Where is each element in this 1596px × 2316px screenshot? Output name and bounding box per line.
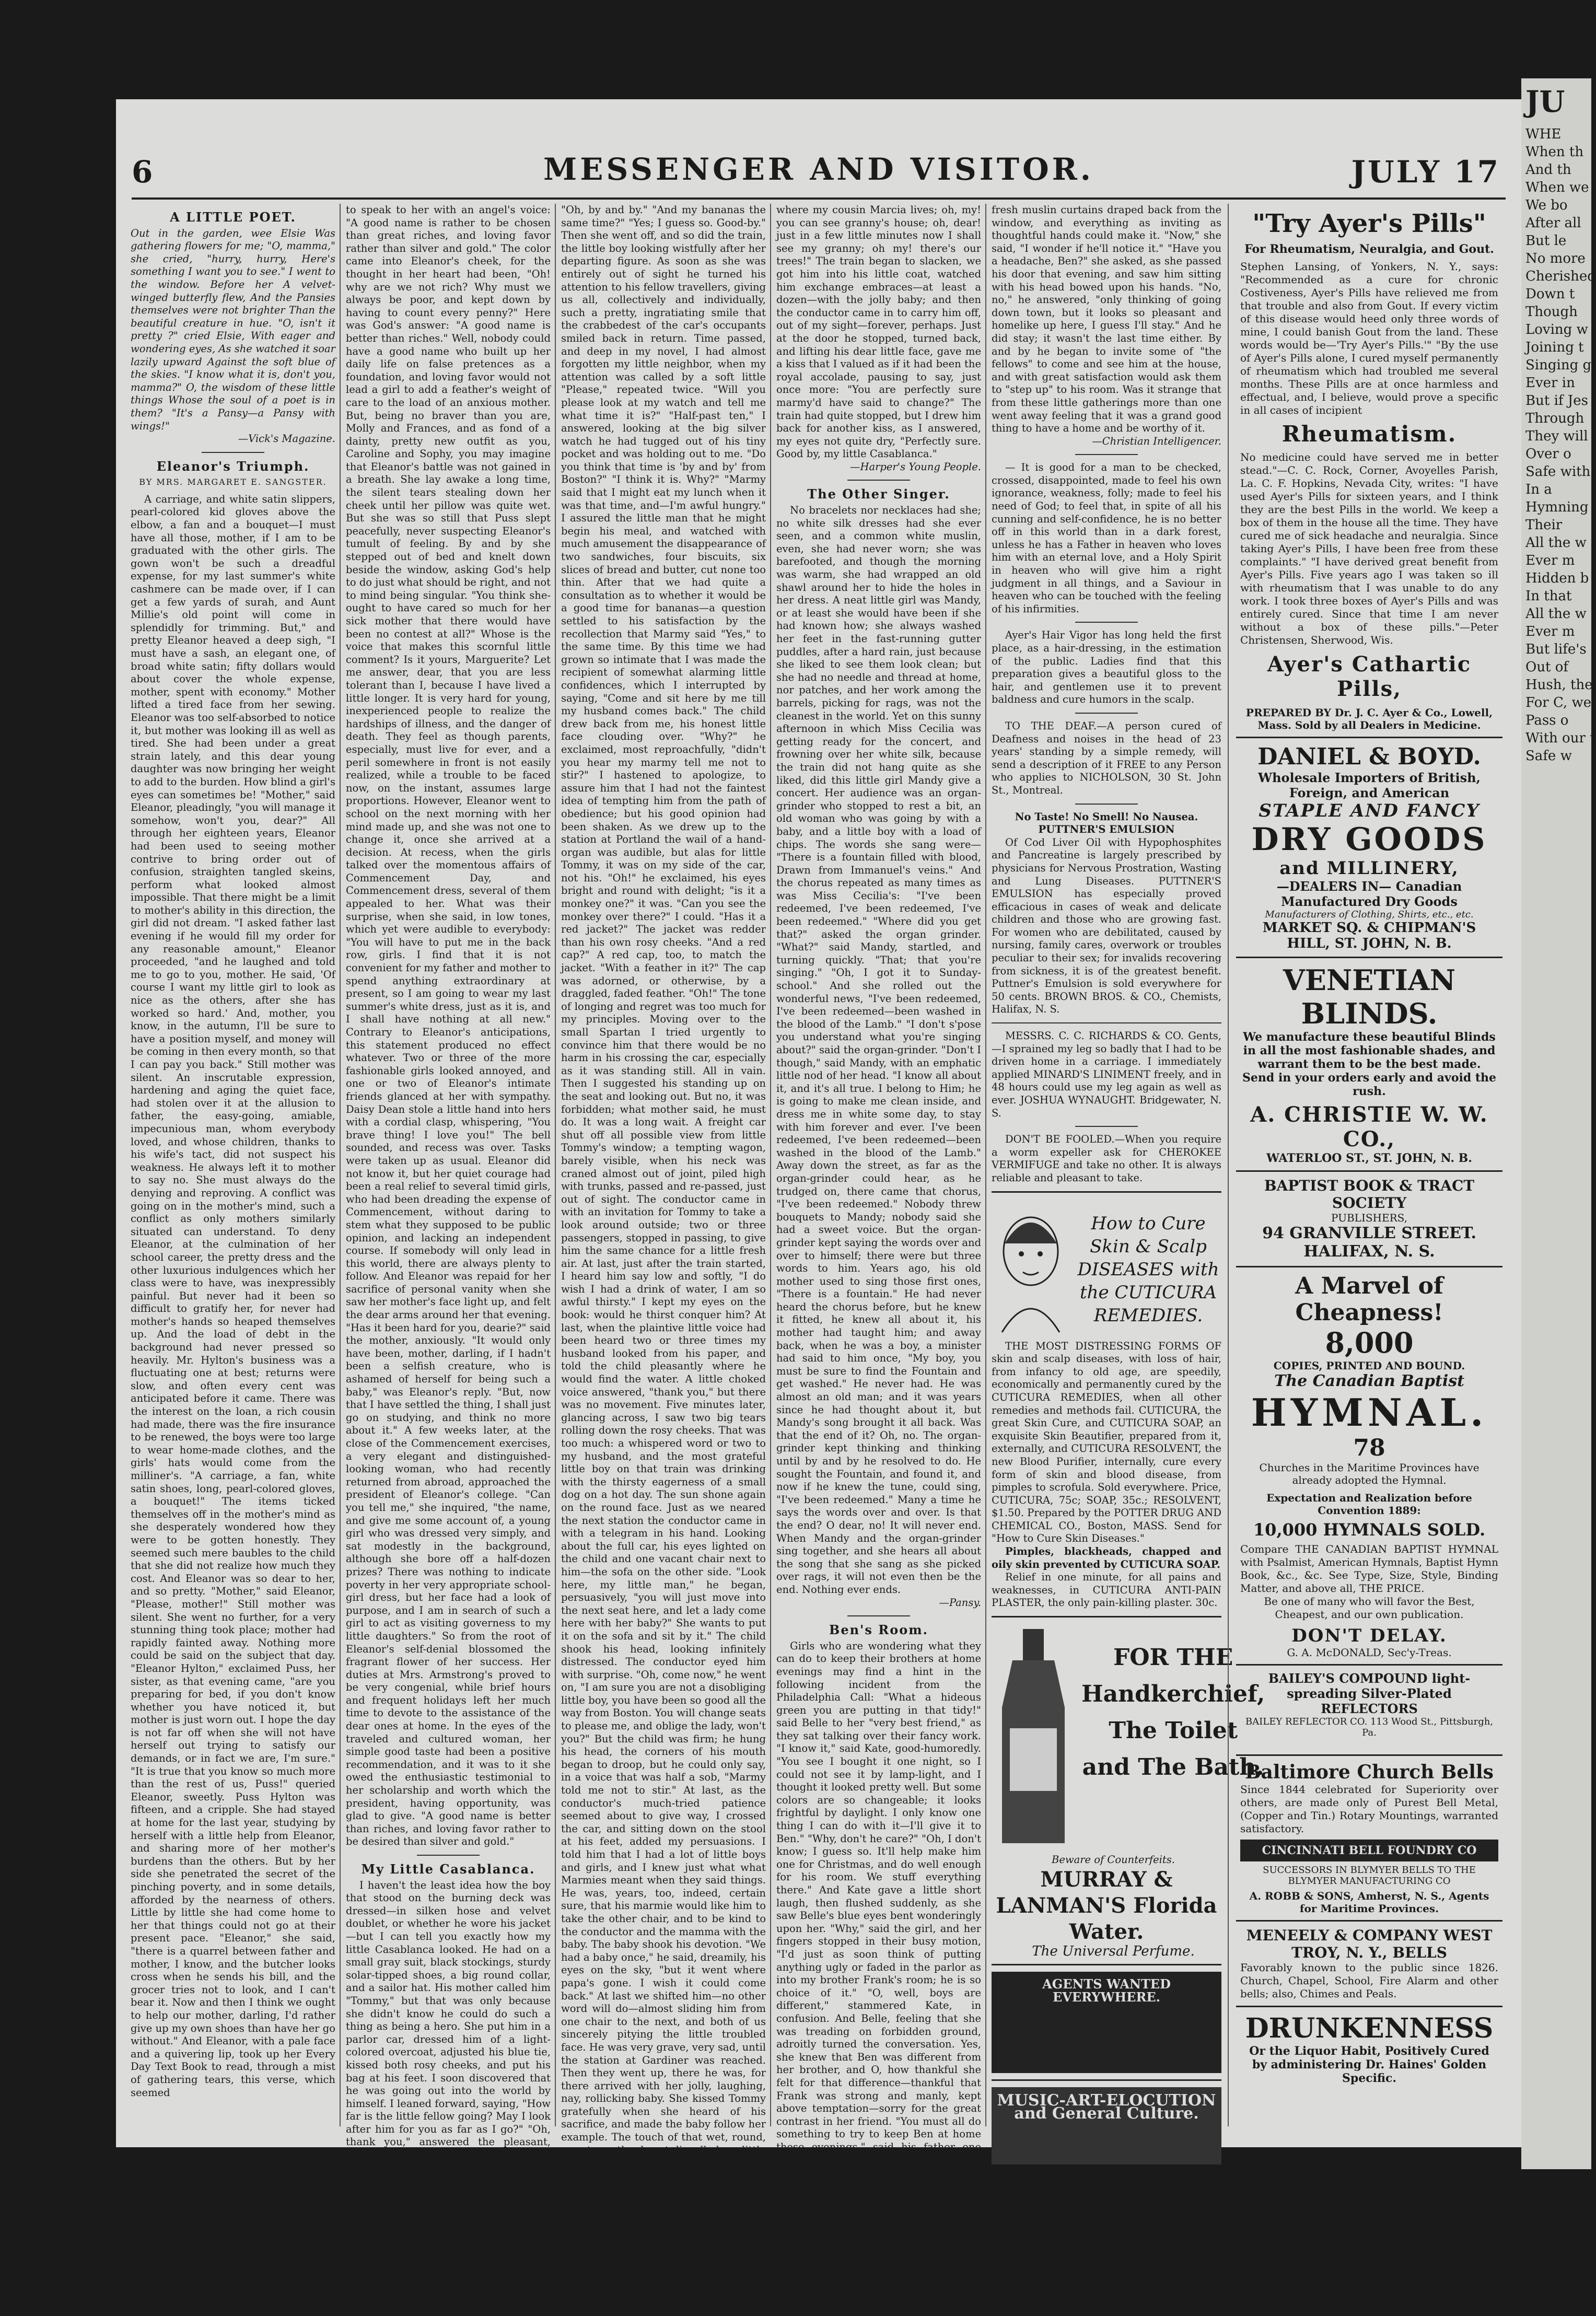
ad-brand: MURRAY & LANMAN'S Florida Water.: [996, 1867, 1217, 1944]
ad-text: and MILLINERY,: [1279, 858, 1459, 879]
church-bells-ad: [1236, 1756, 1502, 1922]
newspaper-page: [116, 99, 1521, 2315]
masthead: MESSENGER AND VISITOR.: [543, 152, 1094, 187]
ad-headline: "Try Ayer's Pills": [1252, 209, 1486, 238]
paragraph: Ayer's Hair Vigor has long held the first place, as a hair-dressing, in the estimation of the public. Ladies find that this preparation gives a beautiful gloss to the hair, and gentlemen use it to prevent baldness and cure humors in the scalp.: [992, 629, 1221, 706]
daniel-boyd-ad: [1236, 738, 1502, 958]
column-rule: [770, 204, 771, 2126]
story-continued: to speak to her with an angel's voice: "A good name is rather to be chosen than great riches, and loving favor rather than silver and gold." The color came into Eleanor's cheek, for the thought in her heart had been, "Oh! why are we not rich? Why must we always be poor, and kept down by having to count every penny?" Here was God's answer: "A good name is better than riches." Well, nobody could have a good name who built up her daily life on false pretences as a foundation, and loving favor would not lead a girl to add a feather's weight of care to the load of an anxious mother. But, being no braver than you are, Molly and Frances, and as fond of a dainty, pretty new outfit as you, Caroline and Sophy, you may imagine that Eleanor's battle was not gained in a breath. She lay awake a long time, the silent tears stealing down her cheek until her pillow was quite wet. But she was so still that Puss slept peacefully, never suspecting Eleanor's tumult of feeling. By and by she stepped out of bed and knelt down beside the window, asking God's help to do just what should be right, and not to mind being singular. "You think she-ought to have cared so much for her sick mother that there would have been no contest at all?" Whose is the voice that makes this scornful little comment? Is it yours, Marguerite? Let me answer, dear, that you are less tolerant than I, because I have lived a little longer. It is very hard for young, inexperienced people to realize the hardships of illness, and the danger of death. They feel as though parents, especially, must live for ever, and a peril somewhere in front is not easily realized, while a trouble to be faced now, on the instant, assumes large proportions. However, Eleanor went to school on the next morning with her mind made up, and she was not one to change it, once she arrived at a decision. At recess, when the girls talked over the momentous affairs of Commencement Day, and Commencement dress, several of them appealed to her. What was their surprise, when she said, in low tones, which yet were audible to everybody: "You will have to put me in the back row, girls. I find that it is not convenient for my father and mother to spend anything extraordinary at present, so I am going to wear my last summer's white dress, just as it is, and I shall have nothing at all new." Contrary to Eleanor's anticipations, this statement produced no effect whatever. Two or three of the more fashionable girls looked annoyed, and one or two of Eleanor's intimate friends glanced at her with sympathy. Daisy Dean stole a little hand into hers with a cordial clasp, whispering, "You brave thing! I love you!" The bell sounded, and recess was over. Tasks were taken up as usual. Eleanor did not know it, but her quiet courage had been a real relief to several timid girls, who had been dreading the expense of Commencement, without daring to stem what they supposed to be public opinion, and lacking an independent course. If somebody will only lead in this world, there are always plenty to follow. And Eleanor was repaid for her sacrifice of personal vanity when she saw her mother's face light up, and felt the dear arms around her that evening. "Has it been hard for you, dearie?" said the mother, anxiously. "It would only have been, mother, darling, if I hadn't been a selfish creature, who is ashamed of herself for being such a baby," was Eleanor's reply. "But, now that I have settled the thing, I shall just go on studying, and think no more about it." A few weeks later, at the close of the Commencement exercises, a very elegant and distinguished-looking woman, who had recently returned from abroad, approached the president of Eleanor's college. "Can you tell me," she inquired, "the name, and give me some account of, a young girl who was dressed very simply, and sat modestly in the background, although she bore off a half-dozen prizes? There was nothing to indicate poverty in her very appropriate school-girl dress, but her face had a look of purpose, and I am in search of such a girl to act as visiting governess to my little daughters." So from the root of Eleanor's self-denial blossomed the fragrant flower of her success. Her duties at Mrs. Armstrong's proved to be very congenial, while brief hours and frequent holidays left her much time to devote to the assistance of the dear ones at home. In the eyes of the traveled and cultured woman, her simple good taste had been a positive recommendation, and it was to it she owed the enthusiastic testimonial to her scholarship and worth which the president, having opportunity, was glad to give. "A good name is better than riches, and loving favor rather to be desired than silver and gold.": [346, 204, 551, 1848]
adjacent-page-line: Over o: [1525, 446, 1571, 462]
cuticura-header: [992, 1199, 1221, 1340]
divider: [992, 1022, 1221, 1023]
adjacent-page-line: Safe with: [1525, 464, 1591, 480]
adjacent-page-line: No more: [1525, 251, 1586, 266]
baptist-book-society-ad: [1236, 1172, 1502, 1267]
ad-subhead: For Rheumatism, Neuralgia, and Gout.: [1244, 242, 1494, 256]
page-header: [116, 152, 1521, 193]
adjacent-page-line: Hymning: [1525, 499, 1589, 515]
story-title: Ben's Room.: [829, 1622, 928, 1638]
meneely-bells-ad: [1236, 1922, 1502, 2007]
ad-text: Manufacturers of Clothing, Shirts, etc., etc.: [1265, 909, 1474, 920]
advertisement-column: [1236, 204, 1502, 2137]
adjacent-page-line: Hidden b: [1525, 571, 1589, 586]
ad-text: Pimples, blackheads, chapped and oily skin prevented by CUTICURA SOAP.: [992, 1545, 1221, 1570]
ad-text: THE MOST DISTRESSING FORMS OF skin and scalp diseases, with loss of hair, from infancy to old age, are speedily, economically and permanently cured by the CUTICURA REMEDIES, when all other remedies and methods fail. CUTICURA, the great Skin Cure, and CUTICURA SOAP, an exquisite Skin Beautifier, prepared from it, externally, and CUTICURA RESOLVENT, the new Blood Purifier, internally, cure every form of skin and blood disease, from pimples to scrofula. Sold everywhere. Price, CUTICURA, 75c; SOAP, 35c.; RESOLVENT, $1.50. Prepared by the POTTER DRUG AND CHEMICAL CO., Boston, MASS. Send for "How to Cure Skin Diseases.": [992, 1340, 1221, 1545]
story-credit: —Christian Intelligencer.: [1092, 435, 1221, 447]
adjacent-page-line: Hush, the: [1525, 677, 1593, 693]
ad-text: Stephen Lansing, of Yonkers, N. Y., says: "Recommended as a cure for chronic Costiveness, Ayer's Pills have relieved me from that trouble and also from Gout. If every victim of this disease would heed only three words of mine, I could banish Gout from the land. These words would be—'Try Ayer's Pills.'" "By the use of Ayer's Pills alone, I cured myself permanently of rheumatism which had troubled me several months. These Pills are at once harmless and effectual, and, I believe, would prove a specific in all cases of incipient: [1240, 260, 1498, 416]
column-3: [561, 204, 766, 2310]
page-number: 6: [132, 154, 153, 190]
adjacent-page-line: For C, we: [1525, 695, 1592, 711]
ad-headline: DRUNKENNESS: [1245, 2012, 1494, 2044]
ad-address: 94 GRANVILLE STREET. HALIFAX, N. S.: [1262, 1224, 1476, 1261]
ad-text: Wholesale Importers of British, Foreign, and American: [1258, 770, 1481, 800]
adjacent-page-line: Ever m: [1525, 553, 1575, 568]
adjacent-page-line: Ever in: [1525, 375, 1575, 391]
music-banner: MUSIC-ART-ELOCUTION and General Culture.: [992, 2087, 1221, 2164]
ad-text: Since 1844 celebrated for Superiority over others, are made only of Purest Bell Metal, (Copper and Tin.) Rotary Mountings, warranted satisfactory.: [1240, 1783, 1498, 1835]
ad-text: SUCCESSORS IN BLYMYER BELLS TO THE BLYMYER MANUFACTURING CO: [1263, 1865, 1476, 1887]
poem-text: Out in the garden, wee Elsie Was gathering flowers for me; "O, mamma," she cried, "hurry, hurry, Here's something I want you to see." I went to the window. Before her A velvet-winged butterfly flew, And the Pansies themselves were not brighter Than the beautiful creature in hue. "O, isn't it pretty ?" cried Elsie, With eager and wondering eyes, As she watched it soar lazily upward Against the soft blue of the skies. "I know what it is, don't you, mamma?" O, the wisdom of these little things Whose the soul of a poet is in them? "It's a Pansy—a Pansy with wings!": [131, 227, 335, 432]
ad-text: Favorably known to the public since 1826. Church, Chapel, School, Fire Alarm and other bells; also, Chimes and Peals.: [1240, 1961, 1498, 2000]
adjacent-page-line: They will: [1525, 428, 1588, 444]
ad-text: Relief in one minute, for all pains and weaknesses, in CUTICURA ANTI-PAIN PLASTER, the only pain-killing plaster. 30c.: [992, 1571, 1221, 1609]
story-text: I haven't the least idea how the boy that stood on the burning deck was dressed—in silken hose and velvet doublet, or whether he wore his jacket—but I can tell you exactly how my little Casablanca looked. He had on a small gray suit, black stockings, sturdy solar-tipped shoes, a big round collar, and a sailor hat. His mother called him "Tommy," but that was only because she didn't know he could do such a thing as being a hero. She put him in a parlor car, dressed him of a light-colored overcoat, adjusted his blue tie, kissed both rosy cheeks, and put his bag at his feet. I soon discovered that he was going out into the world by himself. I leaned forward, saying, "How far is the little fellow going? May I look after him for you as far as I go?" "Oh, thank you," answered the pleasant, nursery-looking woman, "he's going to his grandpa's in Gardiner, and he won't go till he gets there, will you, Tommy?" "I won't stir out of my seat, and I'll tell all my messages." "That's a good boy; don't forget now." "I'll give your love to grampy and granny, and to Uncle Will and Aunt Jane." "Don't forget about Cousin Marcia and her folks." "I won't!" "And tell Mrs. Peters how we saw her brother. Good-by; be a good boy, and mind what grampy says." "Marmy, when shall I eat my lunch?": [346, 1879, 551, 2315]
adjacent-page-line: Ever m: [1525, 624, 1575, 639]
ad-text: Churches in the Maritime Provinces have already adopted the Hymnal.: [1259, 1461, 1479, 1486]
adjacent-page-line: And th: [1525, 162, 1571, 178]
divider: [202, 452, 264, 453]
ad-text: COPIES, PRINTED AND BOUND.: [1273, 1359, 1465, 1372]
story-text: Girls who are wondering what they can do to keep their brothers at home evenings may find a hint in the following incident from the Philadelphia Call: "What a hideous green you are putting in that tidy!" said Belle to her "very best friend," as they sat talking over their fancy work. "I know it," said Kate, good-humoredly. "You see I bought it one night, so I could not see it by lamp-light, and I thought it looked pretty well. But some colors are so changeable; it looks frightful by daylight. I only know one thing I can do with it—I'll give it to Ben." "Why, don't he care?" "Oh, I don't know; I guess so. It'll help make him one for Christmas, and do well enough for his room. We stuff everything there." And Kate gave a little short laugh, then flushed suddenly, as she saw Belle's blue eyes bent wonderingly upon her. "Why," said the girl, and her fingers stopped in their busy motion, "I'd just as soon think of putting anything ugly or faded in the parlor as into my brother Frank's room; he is so choice of it." "O, well, boys are different," stammered Kate, in confusion. And Belle, feeling that she was treading on forbidden ground, adroitly turned the conversation. Yes, she knew that Ben was different from her brother, and O, how thankful she felt for that difference—thankful that Frank was strong and manly, kept above temptation—sorry for the great contrast in her friend. "You must all do something to try to keep Ben at home these evenings," said his father one day. "I don't like the way he is spending his time." And Kate, as she heard the words, wondered what could be done. That afternoon there was a great overhauling of furniture up stairs, and by supper time quite a transformation had taken place in Ben's room. There were pretty, light chromos, and one or two choice engravings, on the wall, hitherto bare; dainty white mats on the bureau,: [776, 1639, 981, 2295]
ad-headline: DANIEL & BOYD.: [1257, 743, 1481, 770]
ad-text: STAPLE AND FANCY: [1259, 800, 1480, 821]
adjacent-page-line: Their: [1525, 517, 1563, 533]
column-rule: [555, 204, 556, 2126]
ad-headline: VENETIAN BLINDS.: [1283, 963, 1456, 1030]
adjacent-page-line: Cherished: [1525, 269, 1596, 284]
story-continued: "Oh, by and by." "And my bananas the same time?" "Yes; I guess so. Good-by." Then she went off, and so did the train, the little boy looking wistfully after her departing figure. As soon as she was entirely out of sight he turned his attention to his fellow travellers, giving us all, collectively and individually, such a pretty, ingratiating smile that the crabbedest of the car's occupants smiled back in return. Time passed, and deep in my novel, I had almost forgotten my little neighbor, when my attention was called by a soft little "Please," repeated twice. "Will you please look at my watch and tell me what time it is?" "Half-past ten," I answered, looking at the big silver watch he had tugged out of his tiny pocket and was holding out to me. "Do you think that time is 'by and by' from Boston?" "I think it is. Why?" "Marmy said that I might eat my lunch when it was that time, and—I'm awful hungry." I assured the little man that he might begin his meal, and watched with much amusement the disappearance of two sandwiches, four biscuits, six slices of bread and butter, cut none too thin. After that we had quite a consultation as to whether it would be a good time for bananas—a question settled to his satisfaction by the recollection that Marmy said "Yes," to the same time. By this time we had grown so intimate that I was made the recipient of somewhat alarming little confidences, which I interrupted by saying, "Come and sit here by me till my husband comes back." The child drew back from me, his honest little face clouding over. "Why?" he exclaimed, most reproachfully, "didn't you hear my marmy tell me not to stir?" I hastened to apologize, to assure him that I had not the faintest idea of tempting him from the path of obedience; but his good opinion had been shaken. As we drew up to the station at Portland the wail of a hand-organ was audible, but alas for little Tommy, it was on my side of the car, not his. "Oh!" he exclaimed, his eyes bright and round with delight; "is it a monkey one?" it was. "Can you see the monkey over there?" I could. "Has it a red jacket?" The jacket was redder than his own rosy cheeks. "And a red cap?" A red cap, too, to match the jacket. "With a feather in it?" The cap was adorned, or otherwise, by a draggled, faded feather. "Oh!" The tone of longing and regret was too much for my principles. Moving over to the small Spartan I tried urgently to convince him that there would be no harm in his crossing the car, especially as it was standing still. All in vain. Then I suggested his standing up on the seat and looking out. But no, it was forbidden; what mother said, he must do. It was a long wait. A freight car shut off all possible view from little Tommy's window; a tempting wagon, barely visible, when his neck was craned almost out of joint, piled high with trunks, passed and re-passed, just out of sight. The conductor came in with an invitation for Tommy to take a look around outside; two or three passengers, stopped in passing, to give him the same chance for a little fresh air. At last, just after the train started, I heard him say low and softly, "I do wish I had a drink of water, I am so awful thirsty." I kept my eyes on the book: would he thirst conquer him? At last, when the plaintive little voice had been heard two or three times my husband looked from his paper, and told the child pleasantly where he would find the water. A little choked voice answered, "thank you," but there was no movement. Five minutes later, glancing across, I saw two big tears rolling down the rosy cheeks. That was too much: a whispered word or two to my husband, and the most grateful little boy on that train was drinking with the thirsty eagerness of a small dog on a hot day. The sun shone again on the round face. Just as we neared the next station the conductor came in with a telegram in his hand. Looking about the full car, his eyes lighted on the child and one vacant chair next to him—the sofa on the other side. "Look here, my little man," he began, persuasively, "you will just move into the next seat here, and let a lady come here with her baby?" She wants to put it on the sofa and sit by it." The child shook his head, looking infinitely distressed. The conductor eyed him with surprise. "Oh, come now," he went on, "I am sure you are not a disobliging little boy, you have been so good all the way from Boston. You will change seats to please me, and oblige the lady, won't you?" But the child was firm; he hung his head, the corners of his mouth began to droop, but he could only say, in a voice that was half a sob, "Marmy told me not to stir." At last, as the conductor's much-tried patience seemed about to give way, I crossed the car, and sitting down on the stool at his feet, added my persuasions. I told him that I had a lot of little boys and girls, and I knew just what what Marmies meant when they said things. He was, years, too, indeed, certain sure, that his marmie would like him to take the other chair, and to be kind to the conductor and the mamma with the baby. The baby shook his devotion. "We had a baby once," he said, dreamily, his eyes on the sky, "but it went where papa's gone. I wish it could come back." At last we shifted him—no other word will do—almost sliding him from one chair to the next, and both of us sincerely pitying the little troubled face. He was very grave, very sad, until the station at Gardiner was reached. Then they went up, there he was, for there arrived with her jolly, laughing, nay, rollicking baby. She kissed Tommy gratefully when she heard of his sacrifice, and made the baby follow her example. The touch of that wet, round, sweet mouth, almost dispelled my little hero's remorse. Not once alone, but ten times at least, even in the midst of his play with the merry baby, though, did he look over at me and ask, oh, so wistfully, "Are you sure?" At last the train drew up at Gardiner, and the weight rolled from Casablanca's spirits. "Oh! oh!" he cried out loudly, "there is! there it is! just the same; I haven't stirred, and there's John Morton's house; yes, there it is; oh, my! oh, my! there's: [561, 204, 766, 2310]
poem-title: A LITTLE POET.: [170, 210, 296, 225]
column-rule: [985, 204, 986, 2126]
story-title: My Little Casablanca.: [361, 1861, 535, 1877]
adjacent-page-line: When we: [1525, 180, 1589, 195]
bottle-engraving-icon: [992, 1624, 1075, 1854]
ad-text: Expectation and Realization before Convention 1889:: [1266, 1492, 1472, 1517]
divider: [1075, 454, 1138, 455]
adjacent-page-line: Through: [1525, 411, 1585, 426]
adjacent-page-edge: [1521, 78, 1596, 2169]
ad-text: Or the Liquor Habit, Positively Cured by administering Dr. Haines' Golden Specific.: [1249, 2044, 1489, 2085]
column-2: [346, 204, 551, 2315]
adjacent-page-line: WHE: [1525, 126, 1562, 142]
ad-address: MARKET SQ. & CHIPMAN'S HILL, ST. JOHN, N. B.: [1262, 920, 1476, 951]
ad-tagline: The Universal Perfume.: [1032, 1943, 1195, 1959]
story-credit: —Pansy.: [939, 1596, 981, 1609]
header-rule: [132, 197, 1506, 200]
ad-text: PREPARED BY Dr. J. C. Ayer & Co., Lowell, Mass. Sold by all Dealers in Medicine.: [1245, 706, 1493, 731]
adjacent-page-line: All the w: [1525, 535, 1587, 551]
adjacent-page-line: Joining t: [1525, 340, 1584, 355]
story-title: Eleanor's Triumph.: [156, 458, 310, 474]
adjacent-page-line: After all: [1525, 215, 1581, 231]
bailey-reflectors-ad: [1236, 1666, 1502, 1756]
agents-banner: AGENTS WANTED EVERYWHERE.: [992, 1972, 1221, 2073]
paragraph: TO THE DEAF.—A person cured of Deafness and noises in the head of 23 years' standing by a simple remedy, will send a description of it FREE to any Person who applies to NICHOLSON, 30 St. John St., Montreal.: [992, 719, 1221, 796]
column-rule: [1228, 204, 1229, 2126]
ad-headline: HYMNAL.: [1251, 1390, 1488, 1435]
florida-water-ad: [992, 1624, 1265, 1854]
story-byline: BY MRS. MARGARET E. SANGSTER.: [139, 477, 327, 487]
ad-signature: G. A. McDONALD, Sec'y-Treas.: [1287, 1646, 1452, 1659]
story-text: No bracelets nor necklaces had she; no white silk dresses had she ever seen, and a common white muslin, even, she had never worn; she was barefooted, and though the morning was warm, she had wrapped an old shawl around her to hide the holes in her dress. A neat little girl was Mandy, or at least she would have been if she had known how; she always washed her feet in the fast-running gutter puddles, after a hard rain, just because she liked to see them look clean; but she had no needle and thread at home, nor patches, and her work among the barrels, picking for rags, was not the cleanest in the world. Yet on this sunny afternoon in which Miss Cecilia was getting ready for the concert, and frowning over her white silk, because the train did not hang quite as she liked, did this little girl Mandy give a concert. Her audience was an organ-grinder who stopped to rest a bit, an old woman who was going by with a baby, and a little boy with a load of chips. The words she sang were— "There is a fountain filled with blood, Drawn from Immanuel's veins." And the chorus repeated as many times as was Miss Cecilia's: "I've been redeemed, I've been redeemed, I've been redeemed." "Where did you get that?" asked the organ grinder. "What?" said Mandy, startled, and turning quickly. "That; that you're singing." "Oh, I got it to Sunday-school." And she rolled out the wonderful news, "I've been redeemed, I've been redeemed—been washed in the blood of the Lamb." "I don't s'pose you understand what you're singing about?" said the organ-grinder. "Don't I though," said Mandy, with an emphatic little nod of her head. "I know all about it, and it's all true. I belong to Him; he is going to make me clean inside, and dress me in white some day, to stay with him forever and ever. I've been redeemed, I've been redeemed—been washed in the blood of the Lamb." Away down the street, as far as the organ-grinder could hear, as he trudged on, there came that chorus, "I've been redeemed." Nobody threw bouquets to Mandy; nobody said she had a sweet voice. But the organ-grinder kept saying the words over and over to himself; there were but three words to him. Years ago, his old mother used to sing those first ones, "There is a fountain." He had never heard the chorus before, but he knew it fitted, he knew all about it, his mother had taught him; and away back, when he was a boy, a minister had said to him once, "My boy, you must be sure to find the Fountain and get washed." He never had. He was almost an old man; and it was years since he had thought about it, but Mandy's song brought it all back. Was that the end of it? Oh, no. The organ-grinder kept thinking and thinking until by and by he resolved to do. He sought the Fountain, and found it, and now if he knew the tune, could sing, "I've been redeemed." Many a time he says the words over and over. Is that the end? O dear, no! It will never end. When Mandy and the organ-grinder sing together, and she hears all about the song that she sang as she picked over rags, it will not even then be the end. Nothing ever ends.: [776, 504, 981, 1596]
adjacent-page-line: But if Jes: [1525, 393, 1588, 409]
ad-headline: MENEELY & COMPANY WEST TROY, N. Y., BELLS: [1246, 1927, 1493, 1961]
ad-headline: Baltimore Church Bells: [1245, 1761, 1494, 1783]
ad-address: WATERLOO ST., ST. JOHN, N. B.: [1266, 1151, 1472, 1165]
ad-text: Compare THE CANADIAN BAPTIST HYMNAL with Psalmist, American Hymnals, Baptist Hymn Book, &c., &c. See Type, Size, Style, Binding Matter, and above all, THE PRICE.: [1240, 1543, 1498, 1595]
issue-date: JULY 17: [1351, 154, 1500, 190]
column-rule: [340, 204, 341, 2126]
adjacent-page-line: Down t: [1525, 286, 1575, 302]
ad-headline: BAPTIST BOOK & TRACT SOCIETY: [1264, 1177, 1475, 1212]
divider: [1075, 622, 1138, 623]
adjacent-page-line: Singing g: [1525, 357, 1592, 373]
adjacent-page-line: Pass o: [1525, 713, 1569, 728]
ad-subhead: Rheumatism.: [1282, 421, 1457, 447]
ad-headline: DON'T DELAY.: [1291, 1625, 1447, 1646]
adjacent-page-line: JU: [1525, 85, 1565, 119]
adjacent-page-line: All the w: [1525, 606, 1587, 622]
divider: [847, 480, 910, 481]
adjacent-page-line: But life's: [1525, 642, 1587, 657]
story-credit: —Harper's Young People.: [849, 460, 981, 473]
divider: [1075, 1126, 1138, 1127]
adjacent-page-text: [1521, 78, 1596, 765]
ad-text: Of Cod Liver Oil with Hypophosphites and Pancreatine is largely prescribed by physicians for Nervous Prostration, Wasting and Lung Diseases. PUTTNER'S EMULSION has especially proved efficacious in cases of weak and delicate children and those who are growing fast. For women who are debilitated, caused by nursing, family cares, overwork or troubles peculiar to their sex; for invalids recovering from sickness, it is of the greatest benefit. Puttner's Emulsion is sold everywhere for 50 cents. BROWN BROS. & CO., Chemists, Halifax, N. S.: [992, 836, 1221, 1016]
ad-text: —DEALERS IN— Canadian Manufactured Dry Goods: [1276, 879, 1462, 909]
poem-credit: —Vick's Magazine.: [238, 433, 335, 445]
ad-headline: A Marvel of Cheapness!: [1295, 1273, 1443, 1326]
ad-headline: 10,000 HYMNALS SOLD.: [1253, 1520, 1486, 1540]
story-text: A carriage, and white satin slippers, pearl-colored kid gloves above the elbow, a fan and a bouquet—I must have all those, mother, if I am to be graduated with the other girls. The gown won't be such a dreadful expense, for my last summer's white cashmere can be made over, if I can get a few yards of surah, and Aunt Millie's old point will come in splendidly for trimming. But," and pretty Eleanor heaved a deep sigh, "I must have a sash, an elegant one, of broad white satin; fifty dollars would about cover the whole expense, mother, spent with economy." Mother lifted a tired face from her sewing. Eleanor was too self-absorbed to notice it, but mother was looking ill as well as tired. She had been under a great strain lately, and this dear young daughter was now bringing her weight to add to the burden. How blind a girl's eyes can sometimes be! "Mother," said Eleanor, pleadingly, "you will manage it somehow, won't you, dear?" All through her eighteen years, Eleanor had been used to seeing mother contrive to bring order out of confusion, straighten tangled skeins, perform what looked almost impossible. That there might be a limit to mother's ability in this direction, the girl did not dream. "I asked father last evening if he would fill my order for any reasonable amount," Eleanor proceeded, "and he laughed and told me to go to you, mother. He said, 'Of course I want my little girl to look as nice as the others, after she has worked so hard.' And, mother, you know, in the autumn, I'll be sure to have a position myself, and money will be coming in then every month, so that I can pay you back." Still mother was silent. An inscrutable expression, hardening and aging the quiet face, had stolen over it at the allusion to father, the easy-going, amiable, impecunious man, whom everybody loved, and whose children, thanks to his wife's tact, did not suspect his weakness. He always left it to mother to say no. She must always do the denying and reproving. A conflict was going on in the mother's mind, such a conflict as only mothers similarly situated can understand. To deny Eleanor, at the culmination of her school career, the pretty dress and the other luxurious indulgences which her class were to have, was inexpressibly painful. But never had it been so difficult to gratify her, for never had mother's hands so heaped themselves up. And the load of debt in the background had never pressed so heavily. Mr. Hylton's business was a fluctuating one at best; returns were slow, and often every cent was anticipated before it came. There was the interest on the loan, a rich cousin had made, there was the fire insurance to be renewed, the boys were too large to wear home-made clothes, and the girls' hats would come from the milliner's. "A carriage, a fan, white satin shoes, long, pearl-colored gloves, a bouquet!" The items ticked themselves off in the mother's mind as she desperately wondered how they were to be gotten honestly. They seemed such mere baubles to the child that she did not realize how much they cost. And Eleanor was so dear to her, and so pretty. "Mother," said Eleanor, "Please, mother!" Still mother was silent. She went no further, for a very stunning thing took place; mother had rapidly fainted away. Nothing more could be said on the subject that day. "Eleanor Hylton," exclaimed Puss, her sister, as that evening came, "are you preparing for bed, if you don't know whether you have noticed it, but mother is just worn out. I hope the day is not far off when she will not have herself out trying to satisfy our demands, or in fact we are, I'm sure." "It is true that you know so much more than the rest of us, Puss!" queried Eleanor, sweetly. Puss Hylton was fifteen, and a cripple. She had stayed at home for the last year, studying by herself with a little help from Eleanor, and sharing more of her mother's burdens than the others. But by her side she penetrated the secret of the pinching poverty, and in some details, afforded by the nearness of others. Little by little she had come home to her that things could not go at their present pace. "Eleanor," she said, "there is a quarrel between father and mother, I know, and the butcher looks cross when he sends his bill, and the grocer tries not to look, and I can't bear it. Now and then I think we ought to help our mother, darling, I'd rather give up my own shoes than have her go without." And Eleanor, with a pale face and a quivering lip, took up her Every Day Text Book to read, through a mist of gathering tears, this verse, which seemed: [131, 493, 335, 2099]
ad-heading: No Taste! No Smell! No Nausea. PUTTNER'S EMULSION: [1015, 810, 1198, 836]
cuticura-title: How to Cure Skin & Scalp DISEASES with the CUTICURA REMEDIES.: [1077, 1213, 1219, 1326]
column-1: [131, 204, 335, 2137]
ad-text: A. ROBB & SONS, Amherst, N. S., Agents for Maritime Provinces.: [1249, 1890, 1489, 1915]
column-4: [776, 204, 981, 2295]
ad-brand: Ayer's Cathartic Pills,: [1267, 652, 1472, 701]
story-continued: fresh muslin curtains draped back from the window, and everything as inviting as thoughtful hands could make it. "Now," she said, "I wonder if he'll notice it." "Have you a headache, Ben?" she asked, as she passed his door that evening, and saw him sitting with his head bowed upon his hands. "No, no," he answered, "only thinking of going down town, but it looks so pleasant and homelike up here, I guess I'll stay." And he did stay; it wasn't the last time either. By and by he began to invite some of "the fellows" to come and see him at the house, and with great satisfaction would ask them to "step up" to his room. Was it strange that from these little gatherings more than one went away feeling that it was a grand good thing to have a home and be worthy of it.: [992, 204, 1221, 435]
ad-address: BAILEY REFLECTOR CO. 113 Wood St., Pittsburgh, Pa.: [1245, 1716, 1494, 1738]
adjacent-page-line: In that: [1525, 588, 1572, 604]
ad-text: Be one of many who will favor the Best, Cheapest, and our own publication.: [1264, 1595, 1475, 1621]
divider: [1075, 713, 1138, 714]
divider: [417, 1855, 480, 1856]
adjacent-page-line: With our t: [1525, 730, 1595, 746]
drunkenness-ad: [1236, 2007, 1502, 2090]
column-5: [992, 204, 1265, 2137]
ad-banner: CINCINNATI BELL FOUNDRY CO: [1240, 1840, 1498, 1861]
adjacent-page-line: But le: [1525, 233, 1567, 249]
adjacent-page-line: In a: [1525, 482, 1552, 497]
ad-text: PUBLISHERS,: [1331, 1212, 1407, 1224]
paragraph: DON'T BE FOOLED.—When you require a worm expeller ask for CHEROKEE VERMIFUGE and take no other. It is always reliable and pleasant to take.: [992, 1133, 1221, 1184]
ad-figure: 78: [1353, 1435, 1385, 1461]
portrait-engraving-icon: [992, 1202, 1070, 1337]
hymnal-ad: [1236, 1267, 1502, 1666]
adjacent-page-line: Out of: [1525, 659, 1569, 675]
venetian-blinds-ad: [1236, 958, 1502, 1172]
divider: [847, 1615, 910, 1616]
adjacent-page-line: Safe w: [1525, 748, 1572, 764]
ad-headline: DRY GOODS: [1251, 821, 1487, 858]
adjacent-page-line: We bo: [1525, 197, 1568, 213]
paragraph: — It is good for a man to be checked, crossed, disappointed, made to feel his own ignorance, weakness, folly; made to feel his need of God; to feel that, in spite of all his cunning and self-confidence, he is no better off in this world than in a dark forest, unless he has a Father in heaven who loves him with an eternal love, and a Holy Spirit in heaven who will give him a right judgment in all things, and a Saviour in heaven who can be touched with the feeling of his infirmities.: [992, 461, 1221, 615]
adjacent-page-line: Though: [1525, 304, 1578, 320]
adjacent-page-line: Loving w: [1525, 322, 1588, 337]
ad-text: We manufacture these beautiful Blinds in all the most fashionable shades, and warrant them to be the best made. Send in your orders early and avoid the rush.: [1242, 1030, 1497, 1098]
adjacent-page-line: When th: [1525, 144, 1584, 160]
testimonial: MESSRS. C. C. RICHARDS & CO. Gents,—I sprained my leg so badly that I had to be driven home in a carriage. I immediately applied MINARD'S LINIMENT freely, and in 48 hours could use my leg again as well as ever. JOSHUA WYNAUGHT. Bridgewater, N. S.: [992, 1030, 1221, 1119]
ad-warning: Beware of Counterfeits.: [1052, 1854, 1175, 1866]
story-continued: where my cousin Marcia lives; oh, my! you can see granny's house; oh, dear! just in a few little minutes now I shall see my granny; oh my! there's our trees!" The train began to slacken, we got him into his little coat, watched him exchange embraces—at least a dozen—with the jolly baby; and then the conductor came in to carry him off, out of my sight—forever, perhaps. Just at the door he stopped, turned back, and lifting his dear little face, gave me a kiss that I valued as if it had been the royal accolade, pausing to say, just once more: "You are perfectly sure marmy'd have said to change?" The train had quite stopped, but I drew him back for another kiss, as I answered, my eyes not quite dry, "Perfectly sure. Good by, my little Casablanca.": [776, 204, 981, 460]
ad-text: The Canadian Baptist: [1274, 1372, 1465, 1390]
story-title: The Other Singer.: [807, 486, 950, 502]
ayer-pills-ad: [1236, 204, 1502, 738]
ad-brand: A. CHRISTIE W. W. CO.,: [1250, 1102, 1488, 1151]
ad-text: No medicine could have served me in better stead."—C. C. Rock, Corner, Avoyelles Parish, La. C. F. Hopkins, Nevada City, writes: "I have used Ayer's Pills for sixteen years, and I think they are the best Pills in the world. We keep a box of them in the house all the time. They have cured me of sick headache and neuralgia. Since taking Ayer's Pills, I have been free from these complaints." "I have derived great benefit from Ayer's Pills. Five years ago I was taken so ill with rheumatism that I was unable to do any work. I took three boxes of Ayer's Pills and was entirely cured. Since that time I am never without a box of these pills."—Peter Christensen, Sherwood, Wis.: [1240, 451, 1498, 646]
florida-water-text: FOR THE Handkerchief, The Toilet and The Bath.: [1081, 1644, 1265, 1781]
ad-figure: 8,000: [1325, 1326, 1414, 1359]
divider: [1075, 804, 1138, 805]
ad-headline: BAILEY'S COMPOUND light-spreading Silver-Plated REFLECTORS: [1268, 1671, 1471, 1716]
